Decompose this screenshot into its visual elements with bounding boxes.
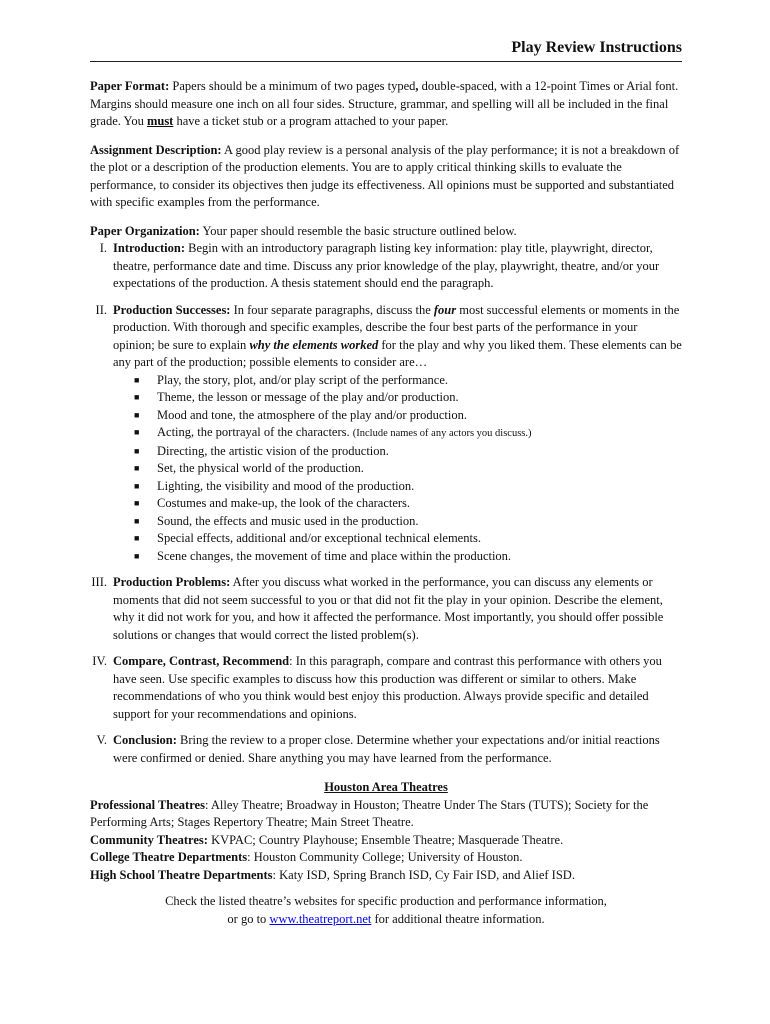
list-item-text: Acting, the portrayal of the characters. [157,425,353,439]
paper-format-paragraph [90,78,682,131]
list-item-text: Mood and tone, the atmosphere of the play and/or production. [157,407,467,422]
document-page [90,38,682,928]
bullet-square-icon: ■ [134,533,140,543]
section-text-1: In four separate paragraphs, discuss the [230,302,434,317]
list-item-text: Scene changes, the movement of time and place within the production. [157,548,512,563]
assignment-label: Assignment Description: [90,142,222,157]
paper-format-text-3: have a ticket stub or a program attached to your paper. [173,114,449,128]
list-item [134,443,682,461]
bullet-square-icon: ■ [134,463,140,473]
organization-paragraph [90,223,682,241]
four-emphasis: four [433,302,457,317]
list-item [134,495,682,513]
list-item-text: Costumes and make-up, the look of the characters. [157,496,411,510]
highschool-theatres-text: : Katy ISD, Spring Branch ISD, Cy Fair ISD, and Alief ISD. [272,867,575,882]
bullet-square-icon: ■ [134,409,140,420]
section-number: V. [96,733,107,747]
list-item [134,372,682,390]
college-theatres-line [90,849,682,867]
list-item-text: Sound, the effects and music used in the production. [157,513,419,528]
section-introduction [90,240,682,293]
college-theatres-label: College Theatre Departments [90,850,248,864]
list-item-text: Special effects, additional and/or exceptional technical elements. [157,531,481,545]
community-theatres-text: KVPAC; Country Playhouse; Ensemble Theatre; Masquerade Theatre. [207,832,564,847]
list-item-text: Lighting, the visibility and mood of the production. [157,478,415,493]
section-conclusion [90,732,682,767]
paper-format-comma: , [415,79,419,93]
section-number: III. [91,575,107,589]
professional-theatres-line [90,797,682,832]
section-text-2: most successful elements or moments in the production. With thorough and specific examples, describe the four best parts of the performance in your opinion; be sure to explain [113,302,680,352]
production-elements-list [113,372,682,566]
section-label: Introduction: [113,241,186,255]
list-item [134,513,682,531]
list-item-text: Directing, the artistic vision of the production. [157,443,389,458]
community-theatres-line [90,832,682,850]
theatreport-link[interactable]: www.theatreport.net [269,911,372,926]
bullet-square-icon: ■ [134,427,140,437]
professional-theatres-label: Professional Theatres [90,797,205,812]
section-number: II. [95,302,107,317]
list-item [134,389,682,407]
section-number: I. [99,241,107,255]
paper-format-text-2: double-spaced, with a 12-point Times or Arial font. Margins should measure one inch on all four sides. Structure, grammar, and spelling will all be included in the final grade. You [90,79,679,128]
section-text-3: for the play and why you liked them. These elements can be any part of the production; possible elements to consider are… [113,337,682,369]
list-item [134,407,682,425]
section-number: IV. [92,654,107,668]
bullet-square-icon: ■ [134,480,140,491]
must-emphasis: must [146,114,174,128]
bullet-square-icon: ■ [134,392,140,402]
college-theatres-text: : Houston Community College; University of Houston. [247,850,523,864]
footer-line-2-pre: or go to [227,911,270,926]
list-item [134,478,682,496]
assignment-text: A good play review is a personal analysis of the play performance; it is not a breakdown of the plot or a description of the production elements. You are to apply critical thinking skills to evaluate the performance, to consider its objectives then judge its effectiveness. All opinions must be supported and substantiated with specific examples from the performance. [90,142,680,209]
theatres-heading: Houston Area Theatres [324,780,448,794]
paper-format-text-1: Papers should be a minimum of two pages typed [169,79,416,93]
list-item [134,424,682,443]
highschool-theatres-line [90,867,682,885]
organization-label: Paper Organization: [90,223,200,238]
assignment-paragraph [90,142,682,212]
footer-line-1: Check the listed theatre’s websites for specific production and performance information, [165,894,607,908]
paper-format-label: Paper Format: [90,79,170,93]
footer-note [90,893,682,928]
section-text: Begin with an introductory paragraph listing key information: play title, playwright, director, theatre, performance date and time. Discuss any prior knowledge of the play, playwright, theatre, and/or your expectations of the production. A thesis statement should end the paragraph. [113,241,660,290]
highschool-theatres-label: High School Theatre Departments [90,867,273,882]
list-item-note: (Include names of any actors you discuss.) [352,428,532,439]
list-item [134,460,682,478]
section-label: Production Successes: [113,302,231,317]
bullet-square-icon: ■ [134,515,140,526]
section-label: Compare, Contrast, Recommend [113,654,290,668]
section-label: Conclusion: [113,733,177,747]
section-label: Production Problems: [113,575,231,589]
bullet-square-icon: ■ [134,445,140,456]
organization-text: Your paper should resemble the basic structure outlined below. [199,223,517,238]
why-elements-worked-emphasis: why the elements worked [249,337,379,352]
footer-line-2-post: for additional theatre information. [371,911,545,926]
professional-theatres-text: : Alley Theatre; Broadway in Houston; Theatre Under The Stars (TUTS); Society for the Performing Arts; Stages Repertory Theatre; Main Street Theatre. [90,797,649,829]
section-text: Bring the review to a proper close. Determine whether your expectations and/or initial reactions were confirmed or denied. Share anything you may have learned from the performance. [113,733,660,765]
bullet-square-icon: ■ [134,374,140,385]
section-text: After you discuss what worked in the performance, you can discuss any elements or moments that did not seem successful to you or that did not fit the play in your opinion. Describe the element, why it did not work for you, and how it affected the performance. Most importantly, you should offer possible solutions or changes that would correct the listed problem(s). [113,575,664,642]
section-production-successes [90,302,682,566]
footer-line-2 [90,911,682,929]
community-theatres-label: Community Theatres: [90,832,208,847]
section-compare-contrast-recommend [90,653,682,723]
list-item-text: Theme, the lesson or message of the play and/or production. [157,390,459,404]
section-production-problems [90,574,682,644]
list-item-text: Play, the story, plot, and/or play script of the performance. [157,372,449,387]
list-item [134,548,682,566]
list-item [134,530,682,548]
bullet-square-icon: ■ [134,550,140,561]
bullet-square-icon: ■ [134,498,140,508]
page-title: Play Review Instructions [90,38,682,62]
list-item-text: Set, the physical world of the production. [157,461,364,475]
section-text: : In this paragraph, compare and contrast this performance with others you have seen. Use specific examples to discuss how this production was different or similar to others. Make recommendations of who you think would best enjoy this production. Always provide specific and detailed support for your recommendations and opinions. [113,654,662,721]
